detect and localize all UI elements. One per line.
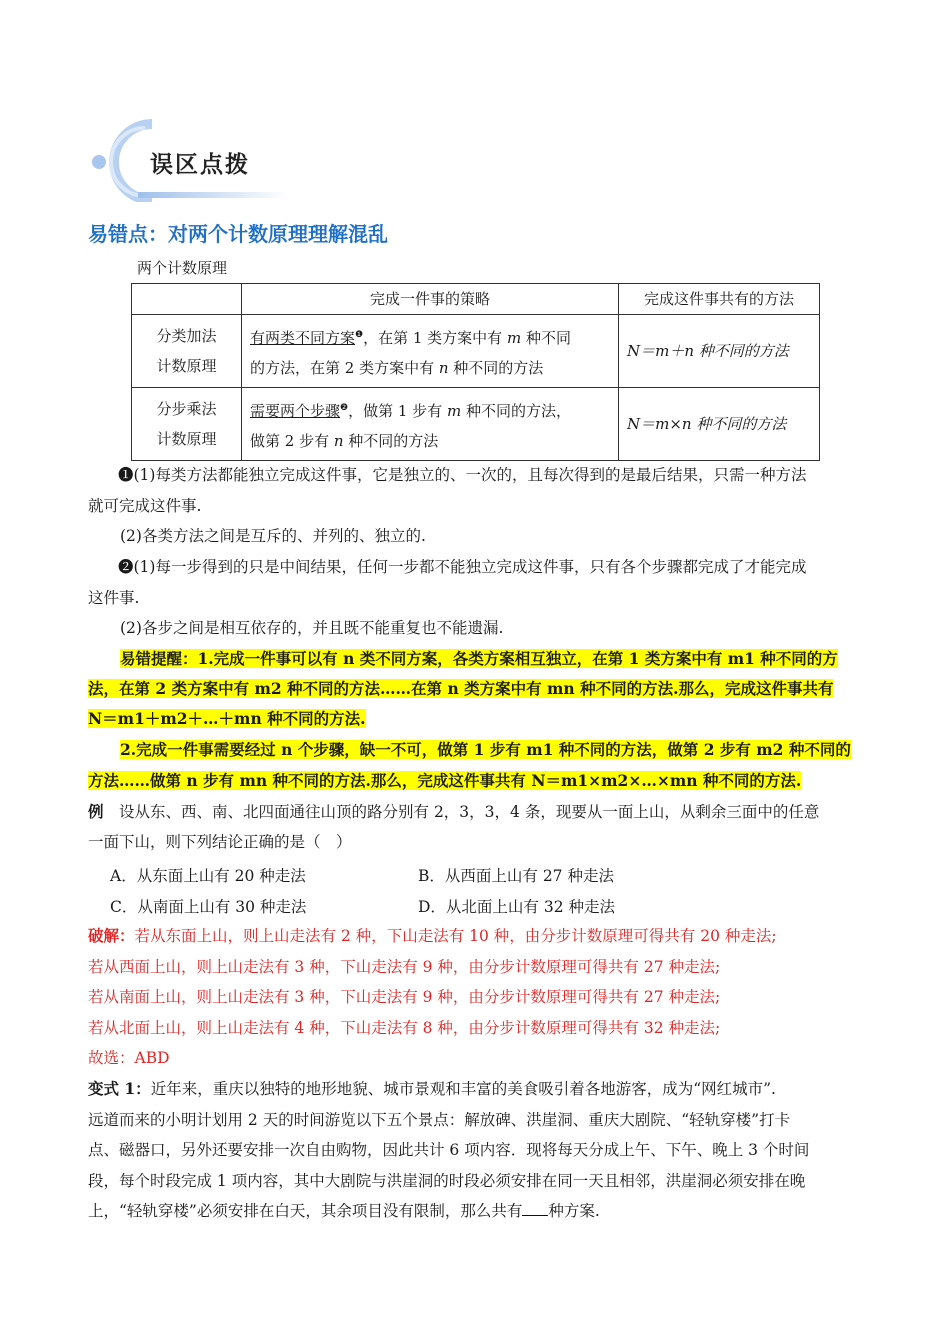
var-n: n <box>333 431 344 450</box>
option-a: A．从东面上山有 20 种走法 <box>110 867 306 885</box>
tip-line <box>120 740 900 760</box>
table-header-row <box>132 284 820 315</box>
var-n: n <box>438 358 449 377</box>
tip-text: 法，在第 2 类方案中有 m2 种不同的方法……在第 n 类方案中有 mn 种不同的方法.那么，完成这件事共有 <box>88 679 834 698</box>
solution-text: 若从东面上山，则上山走法有 2 种，下山走法有 10 种，由分步计数原理可得共有 20 种走法; <box>134 927 777 945</box>
tip-text: 方法……做第 n 步有 mn 种不同的方法.那么，完成这件事共有 N＝m1×m2×…×mn 种不同的方法. <box>88 771 802 790</box>
solution-answer: 故选：ABD <box>88 1049 170 1067</box>
variant-text: 上，“轻轨穿楼”必须安排在白天，其余项目没有限制，那么共有 <box>88 1202 523 1220</box>
variant-label: 变式 1： <box>88 1079 151 1098</box>
solution-line: 若从西面上山，则上山走法有 3 种，下山走法有 9 种，由分步计数原理可得共有 27 种走法; <box>88 958 721 976</box>
example-question <box>88 802 868 822</box>
strategy-text: 做第 2 步有 <box>250 431 334 450</box>
counting-principles-table <box>131 283 820 461</box>
solution-line <box>88 926 868 946</box>
variant-line <box>88 1201 868 1221</box>
var-m: m <box>446 401 462 420</box>
principle-name-line: 计数原理 <box>156 357 217 375</box>
note-marker: ❶ <box>355 329 364 340</box>
strategy-text: ，做第 1 步有 <box>348 401 447 420</box>
method-cell: N＝m×n 种不同的方法 <box>619 388 820 461</box>
answer-blank[interactable] <box>522 1201 548 1216</box>
table-header-cell <box>132 284 242 315</box>
variant-line <box>88 1079 868 1099</box>
note-line: 这件事. <box>88 589 140 607</box>
option-d: D．从北面上山有 32 种走法 <box>418 898 616 916</box>
example-question: 一面下山，则下列结论正确的是（ ） <box>88 833 352 851</box>
example-text: 设从东、西、南、北四面通往山顶的路分别有 2，3，3，4 条，现要从一面上山，从剩余三面中的任意 <box>103 803 820 821</box>
note-line: ❶(1)每类方法都能独立完成这件事，它是独立的、一次的，且每次得到的是最后结果，只需一种方法 <box>118 466 807 484</box>
note-marker: ❷ <box>340 402 349 413</box>
table-header-cell: 完成这件事共有的方法 <box>619 284 820 315</box>
tip-text: 2.完成一件事需要经过 n 个步骤，缺一不可，做第 1 步有 m1 种不同的方法，做第 2 步有 m2 种不同的 <box>120 740 851 759</box>
tip-line <box>88 771 868 791</box>
tip-line <box>120 649 900 669</box>
variant-text: 种方案. <box>548 1202 600 1220</box>
variant-line: 段，每个时段完成 1 项内容，其中大剧院与洪崖洞的时段必须安排在同一天且相邻，洪崖洞必须安排在晚 <box>88 1172 806 1190</box>
variant-line: 点、磁器口，另外还要安排一次自由购物，因此共计 6 项内容．现将每天分成上午、下午、晚上 3 个时间 <box>88 1141 810 1159</box>
tip-text: 易错提醒：1.完成一件事可以有 n 类不同方案，各类方案相互独立，在第 1 类方案中有 m1 种不同的方 <box>120 649 838 668</box>
section-banner <box>90 118 300 202</box>
solution-line: 若从北面上山，则上山走法有 4 种，下山走法有 8 种，由分步计数原理可得共有 32 种走法; <box>88 1019 721 1037</box>
tip-line <box>88 679 868 699</box>
note-line: ❷(1)每一步得到的只是中间结果，任何一步都不能独立完成这件事，只有各个步骤都完成了才能完成 <box>118 558 807 576</box>
strategy-text: ，在第 1 类方案中有 <box>363 328 507 347</box>
section-title: 易错点：对两个计数原理理解混乱 <box>88 222 388 246</box>
option-c: C．从南面上山有 30 种走法 <box>110 898 307 916</box>
note-line: (2)各步之间是相互依存的，并且既不能重复也不能遗漏. <box>120 619 504 637</box>
principle-name <box>132 388 242 461</box>
strategy-text: 需要两个步骤 <box>250 401 341 420</box>
var-m: m <box>506 328 522 347</box>
strategy-text: 种不同的方法， <box>461 401 571 420</box>
banner-title: 误区点拨 <box>150 152 250 178</box>
principle-name-line: 分类加法 <box>156 327 217 345</box>
strategy-text: 种不同的方法 <box>343 431 439 450</box>
principle-name-line: 分步乘法 <box>156 400 217 418</box>
note-line: (2)各类方法之间是互斥的、并列的、独立的. <box>120 527 426 545</box>
strategy-text: 的方法，在第 2 类方案中有 <box>250 358 439 377</box>
table-row <box>132 388 820 461</box>
table-row <box>132 315 820 388</box>
principle-name-line: 计数原理 <box>156 430 217 448</box>
method-cell: N＝m＋n 种不同的方法 <box>619 315 820 388</box>
variant-line: 远道而来的小明计划用 2 天的时间游览以下五个景点：解放碑、洪崖洞、重庆大剧院、“轻轨穿楼”打卡 <box>88 1111 791 1129</box>
table-caption: 两个计数原理 <box>137 259 228 277</box>
solution-label: 破解： <box>88 926 135 945</box>
tip-text: N＝m1＋m2＋…＋mn 种不同的方法. <box>88 709 366 728</box>
option-b: B．从西面上山有 27 种走法 <box>418 867 614 885</box>
strategy-text: 有两类不同方案 <box>250 328 356 347</box>
principle-name <box>132 315 242 388</box>
tip-line <box>88 709 868 729</box>
strategy-text: 种不同的方法 <box>448 358 544 377</box>
table-header-cell: 完成一件事的策略 <box>242 284 619 315</box>
solution-line: 若从南面上山，则上山走法有 3 种，下山走法有 9 种，由分步计数原理可得共有 27 种走法; <box>88 988 721 1006</box>
variant-text: 近年来，重庆以独特的地形地貌、城市景观和丰富的美食吸引着各地游客，成为“网红城市”. <box>150 1080 776 1098</box>
note-line: 就可完成这件事. <box>88 497 202 515</box>
strategy-cell <box>242 315 619 388</box>
strategy-cell <box>242 388 619 461</box>
example-label: 例 <box>88 802 104 821</box>
strategy-text: 种不同 <box>521 328 571 347</box>
